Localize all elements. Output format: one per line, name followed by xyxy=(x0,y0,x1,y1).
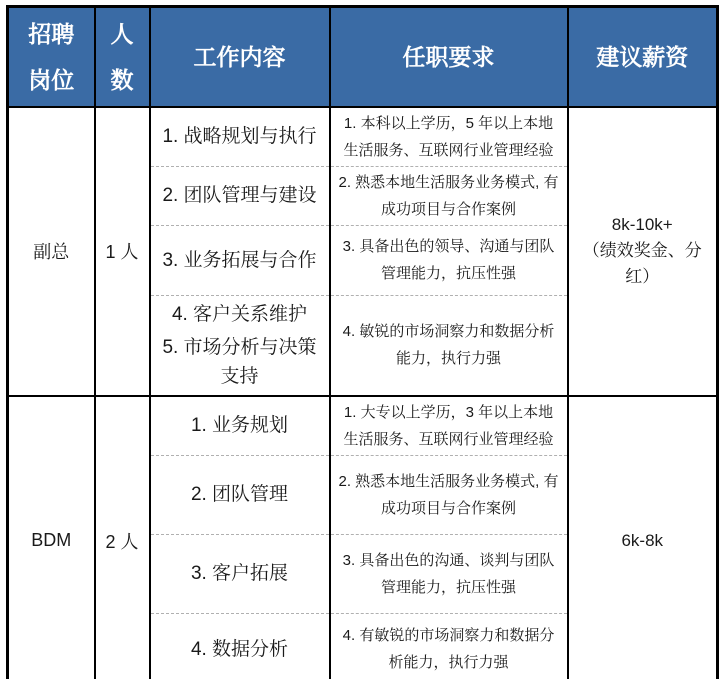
salary-note: （绩效奖金、分红） xyxy=(582,241,702,286)
headcount-value: 1 人 xyxy=(105,242,139,262)
duty-item: 4. 客户关系维护 xyxy=(171,303,308,325)
table-row xyxy=(8,107,718,167)
duty-cell xyxy=(150,613,330,679)
salary-range: 6k-8k xyxy=(621,530,664,550)
duty-item: 3. 业务拓展与合作 xyxy=(162,249,317,271)
duty-item: 1. 业务规划 xyxy=(190,415,289,436)
table-header-row xyxy=(8,7,718,107)
table-row xyxy=(8,396,718,456)
header-salary-label: 建议薪资 xyxy=(596,43,689,70)
recruitment-table xyxy=(6,5,719,679)
requirement-item: 1. 本科以上学历，5 年以上本地生活服务、互联网行业管理经验 xyxy=(343,114,554,159)
duty-cell xyxy=(150,295,330,396)
header-position xyxy=(8,7,95,107)
requirement-cell xyxy=(330,166,568,225)
position-cell xyxy=(8,107,95,396)
requirement-cell xyxy=(330,455,568,534)
header-requirements xyxy=(330,7,568,107)
duty-cell xyxy=(150,534,330,613)
requirement-cell xyxy=(330,396,568,456)
requirement-item: 3. 具备出色的沟通、谈判与团队管理能力，抗压性强 xyxy=(342,551,555,596)
salary-cell xyxy=(568,107,718,396)
position-value: 副总 xyxy=(33,242,70,262)
header-headcount-line2: 数 xyxy=(110,66,134,93)
salary-cell xyxy=(568,396,718,679)
duty-item: 2. 团队管理与建设 xyxy=(162,185,317,206)
duty-item: 1. 战略规划与执行 xyxy=(162,126,317,147)
requirement-cell xyxy=(330,613,568,679)
duty-cell xyxy=(150,455,330,534)
requirement-item: 2. 熟悉本地生活服务业务模式, 有成功项目与合作案例 xyxy=(338,173,559,218)
header-headcount-line1: 人 xyxy=(110,20,134,47)
requirement-item: 1. 大专以上学历，3 年以上本地生活服务、互联网行业管理经验 xyxy=(343,403,554,448)
duty-cell xyxy=(150,396,330,456)
requirement-cell xyxy=(330,534,568,613)
duty-item: 3. 客户拓展 xyxy=(190,563,289,584)
requirement-item: 4. 有敏锐的市场洞察力和数据分析能力，执行力强 xyxy=(342,627,555,672)
header-position-line1: 招聘 xyxy=(28,20,75,47)
duty-item: 5. 市场分析与决策支持 xyxy=(162,336,317,387)
requirement-cell xyxy=(330,295,568,396)
header-position-line2: 岗位 xyxy=(28,66,75,93)
salary-range: 8k-10k+ xyxy=(611,215,673,234)
header-requirements-label: 任职要求 xyxy=(402,43,495,70)
duty-cell xyxy=(150,166,330,225)
duty-cell xyxy=(150,225,330,295)
header-duties-label: 工作内容 xyxy=(193,43,286,70)
header-duties xyxy=(150,7,330,107)
duty-item: 4. 数据分析 xyxy=(190,638,289,660)
position-value: BDM xyxy=(31,530,72,551)
requirement-cell xyxy=(330,225,568,295)
requirement-item: 2. 熟悉本地生活服务业务模式, 有成功项目与合作案例 xyxy=(338,472,559,517)
headcount-value: 2 人 xyxy=(105,531,139,552)
header-salary xyxy=(568,7,718,107)
requirement-cell xyxy=(330,107,568,167)
header-headcount xyxy=(95,7,150,107)
headcount-cell xyxy=(95,107,150,396)
duty-item: 2. 团队管理 xyxy=(190,484,289,505)
requirement-item: 3. 具备出色的领导、沟通与团队管理能力，抗压性强 xyxy=(342,238,555,282)
position-cell xyxy=(8,396,95,679)
headcount-cell xyxy=(95,396,150,679)
requirement-item: 4. 敏锐的市场洞察力和数据分析能力，执行力强 xyxy=(342,323,555,367)
duty-cell xyxy=(150,107,330,167)
